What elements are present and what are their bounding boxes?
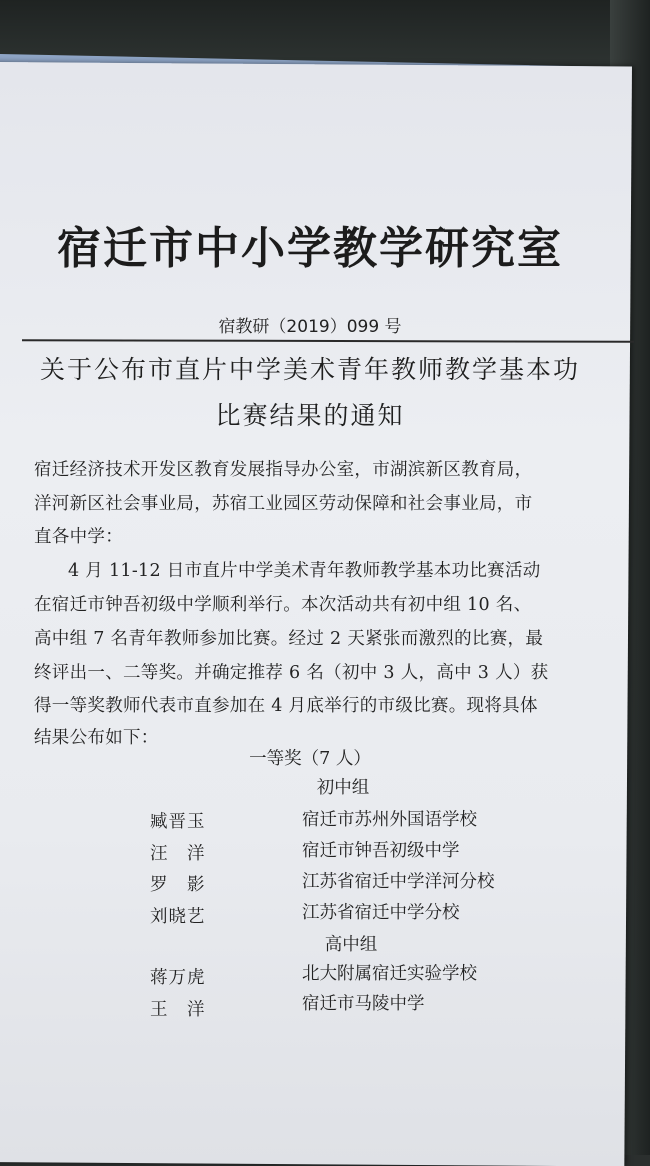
junior-group-label: 初中组	[316, 778, 370, 798]
organization-title: 宿迁市中小学教学研究室	[57, 223, 563, 274]
paragraph-line: 结果公布如下：	[34, 728, 159, 748]
winner-school: 江苏省宿迁中学分校	[302, 903, 460, 923]
winner-school: 宿迁市钟吾初级中学	[302, 841, 460, 861]
paragraph-line: 终评出一、二等奖。并确定推荐 6 名（初中 3 人，高中 3 人）获	[34, 663, 549, 683]
winner-name: 臧晋玉	[150, 812, 206, 832]
winner-school: 江苏省宿迁中学洋河分校	[302, 872, 495, 892]
winner-name: 罗 影	[150, 875, 206, 895]
notice-title-line-2: 比赛结果的通知	[215, 401, 405, 430]
address-line: 直各中学：	[34, 527, 123, 547]
paragraph-line: 4 月 11-12 日市直片中学美术青年教师教学基本功比赛活动	[68, 561, 541, 581]
senior-group-label: 高中组	[324, 935, 378, 955]
header-divider	[22, 339, 634, 343]
winner-name: 汪 洋	[150, 844, 206, 864]
winner-school: 北大附属宿迁实验学校	[302, 964, 477, 984]
winner-name: 刘晓艺	[150, 907, 206, 927]
winner-school: 宿迁市马陵中学	[302, 994, 425, 1014]
notice-title-line-1: 关于公布市直片中学美术青年教师教学基本功	[39, 355, 580, 384]
address-line: 宿迁经济技术开发区教育发展指导办公室，市湖滨新区教育局，	[34, 460, 533, 480]
paragraph-line: 得一等奖教师代表市直参加在 4 月底举行的市级比赛。现将具体	[34, 696, 538, 716]
address-line: 洋河新区社会事业局，苏宿工业园区劳动保障和社会事业局，市	[34, 494, 533, 514]
winner-name: 蒋万虎	[150, 968, 206, 988]
document-number: 宿教研（2019）099 号	[218, 317, 402, 337]
paragraph-line: 在宿迁市钟吾初级中学顺利举行。本次活动共有初中组 10 名、	[34, 595, 532, 615]
first-prize-heading: 一等奖（7 人）	[249, 749, 371, 769]
winner-school: 宿迁市苏州外国语学校	[302, 810, 477, 830]
winner-name: 王 洋	[150, 1000, 206, 1020]
paragraph-line: 高中组 7 名青年教师参加比赛。经过 2 天紧张而激烈的比赛，最	[34, 629, 544, 649]
